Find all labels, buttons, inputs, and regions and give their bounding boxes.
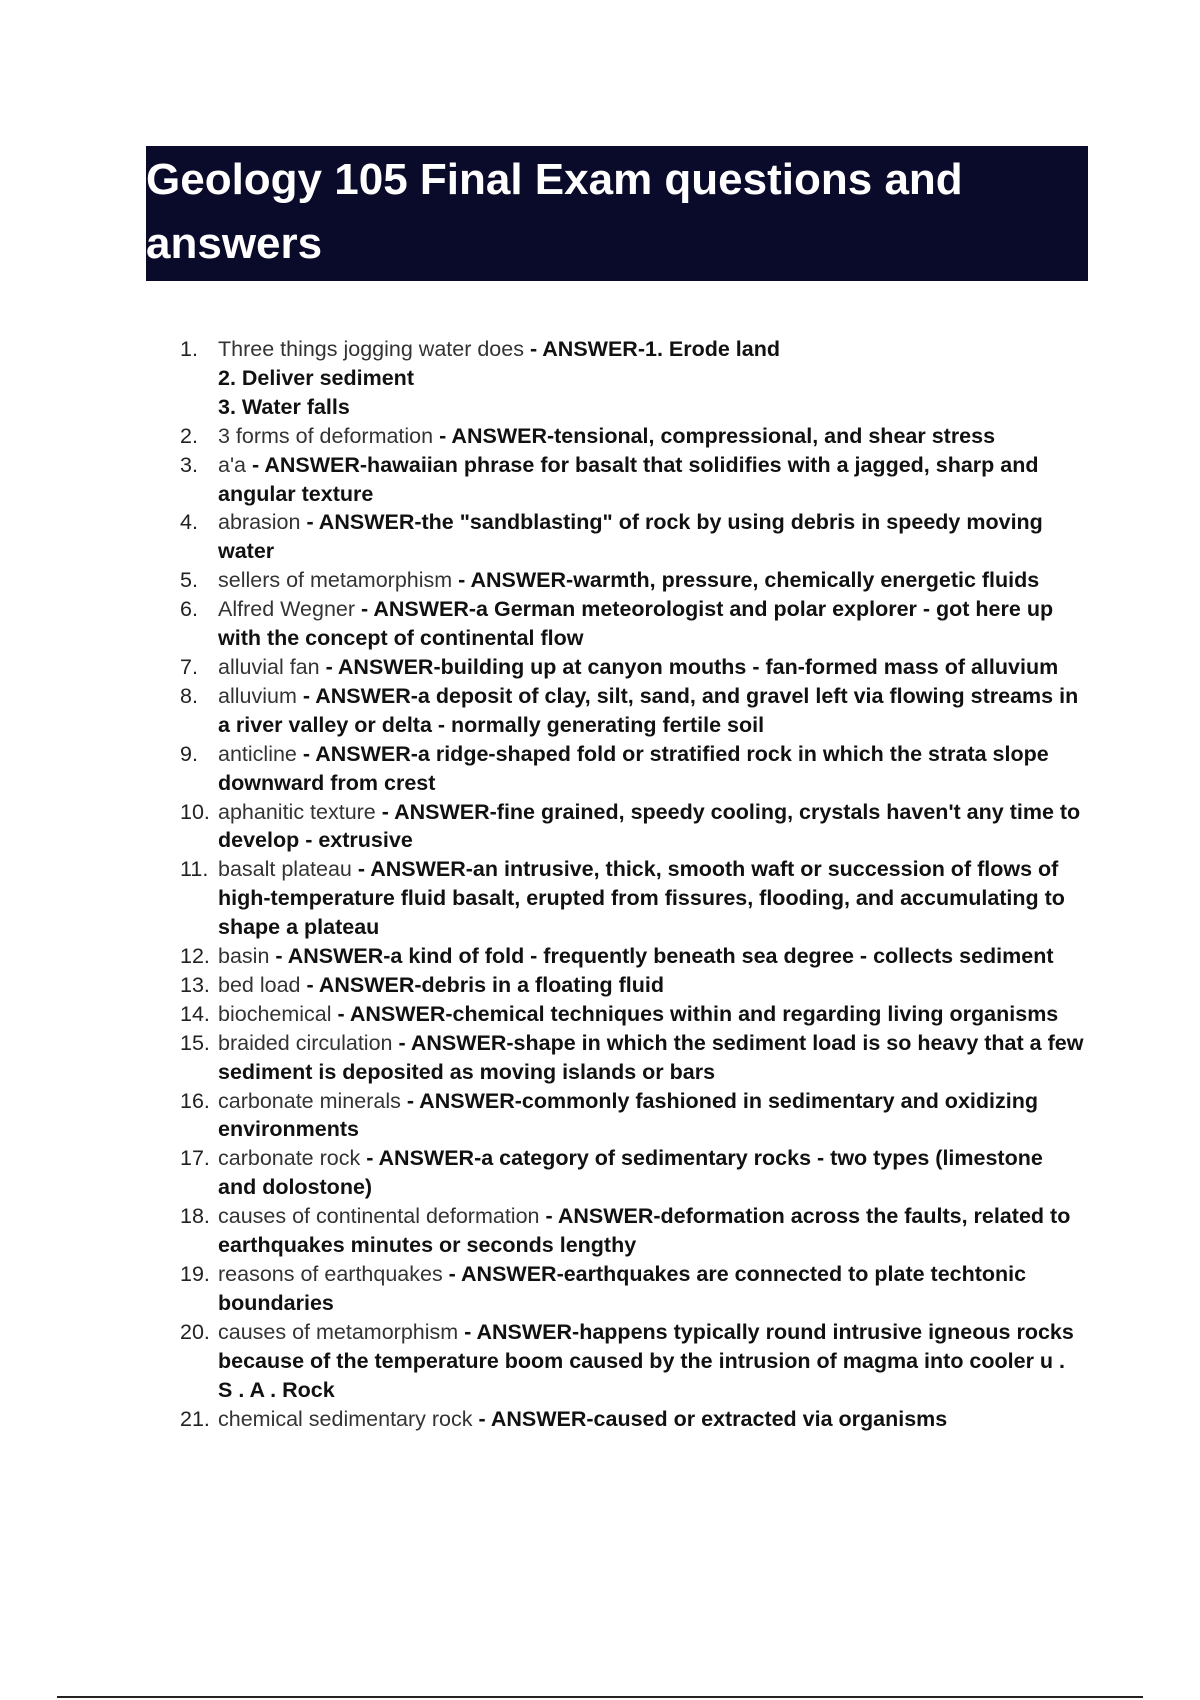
list-item: [180, 508, 1085, 566]
list-item: [180, 595, 1085, 653]
answer-text: ANSWER-a kind of fold - frequently beneath sea degree - collects sediment: [287, 944, 1054, 969]
list-item: [180, 1260, 1085, 1318]
question-term: alluvium: [218, 683, 297, 708]
list-item: [180, 855, 1085, 942]
separator: -: [539, 1204, 558, 1229]
separator: -: [442, 1262, 462, 1286]
separator: -: [351, 857, 371, 882]
list-item: [180, 1202, 1085, 1260]
question-term: reasons of earthquakes: [218, 1262, 443, 1286]
question-term: alluvial fan: [218, 654, 320, 679]
question-term: causes of metamorphism: [218, 1319, 459, 1344]
question-term: biochemical: [218, 1001, 332, 1026]
item-number: 21.: [180, 1406, 210, 1431]
answer-text: ANSWER-happens typically round intrusive igneous rocks because of the temperature boom caused by the intrusion of magma into cooler u . S . A . Rock: [218, 1319, 1074, 1402]
item-number: 14.: [180, 1001, 210, 1026]
answer-text: ANSWER-building up at canyon mouths - fan-formed mass of alluvium: [337, 654, 1059, 679]
list-item: [180, 653, 1085, 682]
question-term: Three things jogging water does: [218, 337, 524, 361]
separator: -: [375, 799, 395, 824]
list-item: [180, 1087, 1085, 1145]
title-banner: [146, 146, 1088, 281]
question-term: carbonate rock: [218, 1146, 361, 1171]
answer-text: ANSWER-deformation across the faults, related to earthquakes minutes or seconds lengthy: [218, 1204, 1071, 1258]
separator: -: [331, 1001, 350, 1026]
list-item: [180, 971, 1085, 1000]
list-item: [180, 1318, 1085, 1405]
separator: -: [300, 972, 319, 997]
item-number: 15.: [180, 1030, 210, 1055]
list-item: [180, 1029, 1085, 1087]
item-number: 12.: [180, 944, 210, 969]
separator: -: [296, 683, 316, 708]
separator: -: [319, 654, 338, 679]
item-number: 11.: [180, 857, 209, 882]
item-number: 8.: [180, 683, 198, 708]
answer-text: ANSWER-commonly fashioned in sedimentary and oxidizing environments: [218, 1088, 1038, 1142]
list-item: [180, 451, 1085, 509]
separator: -: [433, 423, 452, 448]
separator: -: [355, 597, 374, 622]
question-term: braided circulation: [218, 1030, 393, 1055]
item-number: 6.: [180, 597, 198, 622]
answer-text: ANSWER-warmth, pressure, chemically energetic fluids: [470, 568, 1040, 593]
answer-text: ANSWER-hawaiian phrase for basalt that solidifies with a jagged, sharp and angular texture: [218, 452, 1039, 506]
item-number: 13.: [180, 972, 210, 997]
question-term: aphanitic texture: [218, 799, 376, 824]
answer-text: ANSWER-a German meteorologist and polar explorer - got here up with the concept of continental flow: [218, 597, 1054, 651]
answer-text: ANSWER-earthquakes are connected to plate techtonic boundaries: [218, 1262, 1027, 1315]
list-item: [180, 566, 1085, 595]
item-number: 16.: [180, 1088, 210, 1113]
list-item: [180, 798, 1085, 856]
item-number: 19.: [180, 1262, 210, 1286]
item-number: 20.: [180, 1319, 210, 1344]
separator: -: [472, 1406, 491, 1431]
list-item: [180, 682, 1085, 740]
footer-divider: [57, 1696, 1143, 1698]
question-term: anticline: [218, 741, 297, 766]
answer-text: ANSWER-the "sandblasting" of rock by using debris in speedy moving water: [218, 510, 1043, 564]
separator: -: [458, 1319, 477, 1344]
answer-text: ANSWER-caused or extracted via organisms: [490, 1406, 948, 1431]
item-number: 9.: [180, 741, 198, 766]
item-number: 2.: [180, 423, 198, 448]
item-number: 10.: [180, 799, 210, 824]
item-number: 18.: [180, 1204, 210, 1229]
item-number: 1.: [180, 337, 198, 361]
answer-text: ANSWER-debris in a floating fluid: [318, 972, 664, 997]
separator: -: [296, 741, 316, 766]
list-item: [180, 1405, 1085, 1434]
item-number: 4.: [180, 510, 198, 535]
item-number: 17.: [180, 1146, 210, 1171]
question-term: Alfred Wegner: [218, 597, 356, 622]
separator: -: [392, 1030, 411, 1055]
answer-text: ANSWER-chemical techniques within and regarding living organisms: [349, 1001, 1059, 1026]
list-item: [180, 942, 1085, 971]
answer-text: ANSWER-a deposit of clay, silt, sand, and gravel left via flowing streams in a river valley or delta - normally generating fertile soil: [218, 683, 1079, 737]
answer-text: ANSWER-shape in which the sediment load is so heavy that a few sediment is deposited as moving islands or bars: [218, 1030, 1084, 1084]
separator: -: [246, 452, 265, 477]
page-title: Geology 105 Final Exam questions and answers: [146, 155, 963, 268]
answer-text: ANSWER-1. Erode land 2. Deliver sediment 3. Water falls: [218, 337, 780, 419]
answer-text: ANSWER-a ridge-shaped fold or stratified rock in which the strata slope downward from crest: [218, 741, 1049, 795]
list-item: [180, 335, 1085, 422]
item-number: 5.: [180, 568, 198, 593]
question-term: abrasion: [218, 510, 301, 535]
question-term: chemical sedimentary rock: [218, 1406, 473, 1431]
question-term: 3 forms of deformation: [218, 423, 434, 448]
separator: -: [400, 1088, 420, 1113]
answer-text: ANSWER-tensional, compressional, and shear stress: [451, 423, 996, 448]
separator: -: [300, 510, 319, 535]
answer-text: ANSWER-a category of sedimentary rocks - two types (limestone and dolostone): [218, 1146, 1043, 1200]
list-item: [180, 1144, 1085, 1202]
list-item: [180, 1000, 1085, 1029]
question-term: basin: [218, 944, 270, 969]
question-term: basalt plateau: [218, 857, 352, 882]
list-item: [180, 740, 1085, 798]
question-term: causes of continental deformation: [218, 1204, 540, 1229]
separator: -: [360, 1146, 379, 1171]
item-number: 3.: [180, 452, 198, 477]
question-term: bed load: [218, 972, 301, 997]
item-number: 7.: [180, 654, 198, 679]
question-term: a'a: [218, 452, 247, 477]
answer-text: ANSWER-an intrusive, thick, smooth waft or succession of flows of high-temperature fluid basalt, erupted from fissures, flooding, and accumulating to shape a plateau: [218, 857, 1065, 940]
separator: -: [523, 337, 543, 361]
answer-text: ANSWER-fine grained, speedy cooling, crystals haven't any time to develop - extrusive: [218, 799, 1081, 853]
question-term: sellers of metamorphism: [218, 568, 453, 593]
question-term: carbonate minerals: [218, 1088, 401, 1113]
qa-list: [180, 335, 1085, 1433]
separator: -: [452, 568, 471, 593]
separator: -: [269, 944, 288, 969]
list-item: [180, 422, 1085, 451]
